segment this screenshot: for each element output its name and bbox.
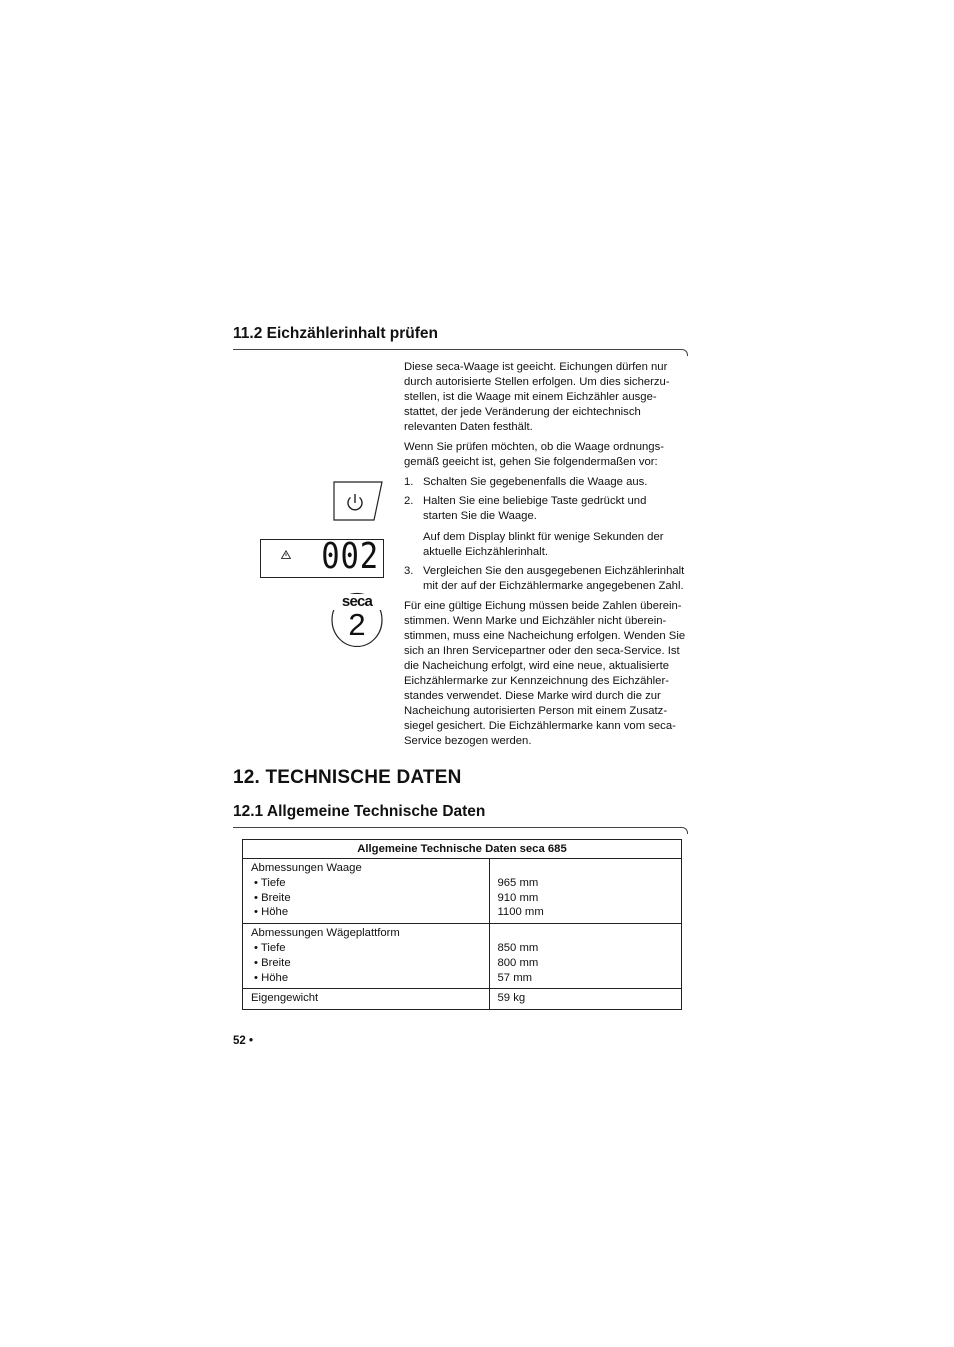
row-value: 965 mm	[497, 876, 539, 889]
list-item: • Breite	[254, 956, 291, 969]
row-value: 59 kg	[497, 992, 526, 1005]
warning-triangle-icon	[281, 550, 291, 559]
power-key-illustration	[333, 481, 383, 521]
seal-number: 2	[348, 607, 366, 642]
scale-display	[260, 536, 384, 578]
procedure-intro: Wenn Sie prüfen möchten, ob die Waage ordnungs- gemäß geeicht ist, gehen Sie folgendermaßen vor:	[404, 441, 664, 468]
row-label: Eigengewicht	[251, 992, 319, 1005]
heading-rule	[233, 349, 682, 350]
page-number: 52 •	[233, 1035, 254, 1047]
section-heading-12-1: 12.1 Allgemeine Technische Daten	[233, 803, 486, 820]
row-value: 800 mm	[497, 956, 539, 969]
list-item: • Tiefe	[254, 876, 286, 889]
row-value: 57 mm	[497, 971, 533, 984]
row-value: 910 mm	[497, 891, 539, 904]
list-item: • Breite	[254, 891, 291, 904]
heading-rule-corner	[681, 827, 688, 834]
list-item: • Höhe	[254, 971, 289, 984]
row-value: 1100 mm	[497, 906, 544, 919]
list-item: • Tiefe	[254, 941, 286, 954]
table-header-row	[243, 840, 682, 859]
table-row	[243, 924, 682, 989]
row-label: Abmessungen Wägeplattform	[251, 927, 400, 940]
section-heading-11-2: 11.2 Eichzählerinhalt prüfen	[233, 325, 439, 342]
calibration-seal	[331, 591, 383, 647]
display-value: 002	[321, 536, 379, 577]
table-row	[243, 989, 682, 1010]
table-row	[243, 859, 682, 924]
heading-rule-corner	[681, 349, 688, 356]
verification-paragraph: Für eine gültige Eichung müssen beide Zahlen überein- stimmen. Wenn Marke und Eichzähler nicht überein- stimmen, muss eine Nacheichung erfolgen. Wenden Sie sich an Ihren Servicepartner oder den seca-Service. Ist die Nacheichung erfolgt, wird eine neue, aktualisierte Eichzählermarke zur Kennzeichnung des Eichzähler- standes verwendet. Diese Marke wird durch die zur Nacheichung autorisierten Person mit einem Zusatz- siegel gesichert. Die Eichzählermarke kann vom seca- Service bezogen werden.	[404, 600, 686, 747]
list-item: • Höhe	[254, 906, 289, 919]
intro-paragraph: Diese seca-Waage ist geeicht. Eichungen dürfen nur durch autorisierte Stellen erfolgen. Um dies sicherzu- stellen, ist die Waage mit einem Eichzähler ausge- stattet, der jede Veränderung der eichtechnisch relevanten Daten festhält.	[404, 361, 670, 433]
row-value: 850 mm	[497, 941, 539, 954]
seal-brand: seca	[331, 594, 383, 610]
power-icon	[348, 494, 362, 510]
technical-data-table	[242, 839, 682, 1010]
row-label: Abmessungen Waage	[251, 862, 362, 874]
heading-rule	[233, 827, 682, 828]
chapter-heading-12: 12. TECHNISCHE DATEN	[233, 767, 462, 788]
table-title: Allgemeine Technische Daten seca 685	[243, 840, 682, 859]
